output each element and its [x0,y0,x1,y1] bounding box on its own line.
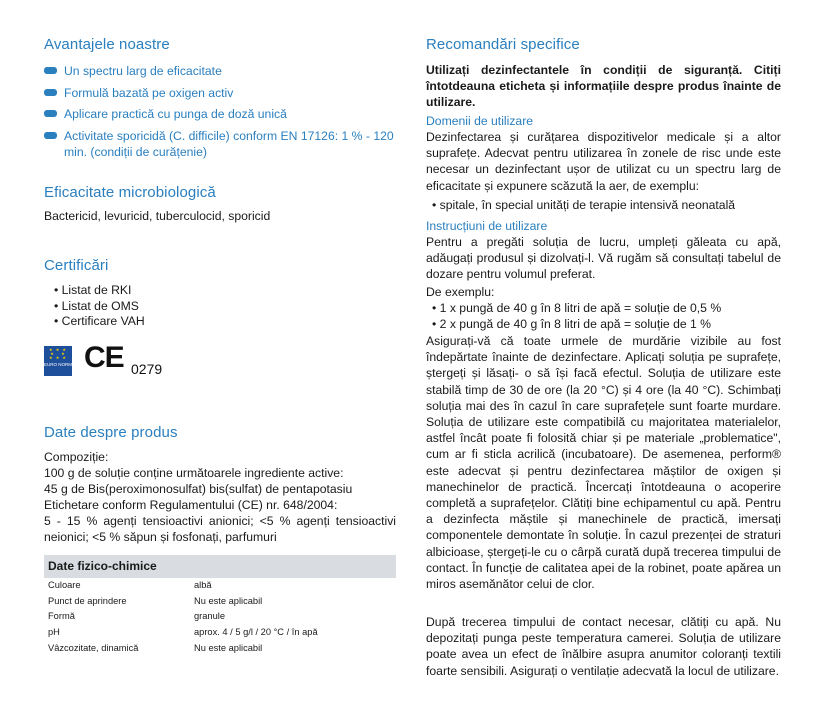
composition-line: 5 - 15 % agenți tensioactivi anionici; <5 % agenți tensioactivi neionici; <5 % săpun și fosfonați, parfumuri [44,514,396,544]
bullet-icon [44,89,57,96]
table-row: Culoare albă [48,580,212,590]
safety-warning: Utilizați dezinfectantele în condiții de siguranță. Citiți întotdeauna eticheta și informațiile despre produs înainte de utilizare. [426,63,781,110]
domains-title: Domenii de utilizare [426,114,534,128]
list-item: Un spectru larg de eficacitate [44,63,396,79]
table-row: Punct de aprindere Nu este aplicabil [48,595,263,606]
list-item: • spitale, în special unități de terapie intensivă neonatală [432,197,735,213]
recommendations-title: Recomandări specifice [426,36,580,53]
table-row: pH aprox. 4 / 5 g/l / 20 °C / în apă [48,627,318,638]
bullet-icon [44,67,57,74]
efficacy-text: Bactericid, levuricid, tuberculocid, sporicid [44,209,271,223]
domains-text: Dezinfectarea și curățarea dispozitivelor medicale și a altor suprafețe. Adecvat pentru utilizarea în zonele de risc unde este necesar un dezinfectant ușor de utilizat cu un spectru larg de eficacitate și expunere scăzută la aer, de exemplu: [426,130,781,193]
physchem-table [44,555,396,656]
instructions-intro: Pentru a pregăti soluția de lucru, umpleți găleata cu apă, adăugați produsul și dizolvați-l. Vă rugăm să consultați tabelul de dozare pentru volumul preferat. [426,235,781,282]
list-item: • Certificare VAH [54,314,145,330]
certifications-list [54,283,145,330]
list-item: • 2 x pungă de 40 g în 8 litri de apă = soluție de 1 % [432,316,721,332]
instructions-title: Instrucțiuni de utilizare [426,219,548,233]
euronorm-logo-icon: ★ ★ ★ ★ ★ ★ ★ ★ EURO NORM [44,346,72,376]
efficacy-title: Eficacitate microbiologică [44,184,216,201]
domains-list [432,197,735,213]
list-item: • Listat de RKI [54,283,145,299]
examples-list [432,300,721,332]
list-item: Formulă bazată pe oxigen activ [44,85,396,101]
advantages-title: Avantajele noastre [44,36,170,53]
instructions-body: Asigurați-vă că toate urmele de murdărie vizibile au fost îndepărtate înainte de dezinfectare. Aplicați soluția pe suprafețe, ștergeți și lăsați- o să își facă efectul. Soluția de utilizare este stabilă timp de 30 de ore (la 20 °C) și 4 ore (la 40 °C). Schimbați soluția mai des în cazul în care suprafețele sunt foarte murdare. Soluția de utilizare este compatibilă cu majoritatea materialelor, astfel încât poate fi folosită chiar și pe materiale „problematice", cum ar fi sticla acrilică (incubatoare). De asemenea, perform® este adecvat și pentru dezinfectarea măștilor de oxigen și manechinelor de practică. Încercați întotdeauna o acoperire completă a suprafețelor. Clătiți bine echipamentul cu apă. Pentru a dezinfecta măștile și manechinele de practică, imersați componentele demontate în soluție. În cazul prezenței de straturi albicioase, ștergeți-le cu o cârpă curată după trecerea timpului de contact. În funcție de calitatea apei de la robinet, poate apărea un miros asemănător celui de clor. [426,334,781,592]
example-label: De exemplu: [426,285,495,299]
physchem-header: Date fizico-chimice [44,555,396,578]
bullet-icon [44,132,57,139]
instructions-after: După trecerea timpului de contact necesar, clătiți cu apă. Nu depozitați punga peste temperatura camerei. Soluția de utilizare poate avea un efect de înălbire asupra anumitor coloranți textili foarte sensibili. Asigurați o ventilație adecvată la locul de utilizare. [426,615,781,678]
certifications-title: Certificări [44,257,109,274]
table-row: Vâzcozitate, dinamică Nu este aplicabil [48,642,263,653]
list-item: • Listat de OMS [54,299,145,315]
advantages-list [44,63,396,165]
list-item: Activitate sporicidă (C. difficile) conform EN 17126: 1 % - 120 min. (condiții de curățenie) [44,128,396,160]
composition-line: 45 g de Bis(peroximonosulfat) bis(sulfat) de pentapotasiu [44,482,353,496]
list-item: Aplicare practică cu punga de doză unică [44,106,396,122]
bullet-icon [44,110,57,117]
list-item: • 1 x pungă de 40 g în 8 litri de apă = soluție de 0,5 % [432,300,721,316]
ce-number: 0279 [131,361,163,377]
composition-line: Etichetare conform Regulamentului (CE) nr. 648/2004: [44,498,338,512]
composition-label: Compoziție: [44,450,109,464]
product-data-title: Date despre produs [44,424,178,441]
composition-line: 100 g de soluție conține următoarele ingrediente active: [44,466,344,480]
table-row: Formă granule [48,611,226,622]
ce-mark-icon: CE [84,341,124,374]
